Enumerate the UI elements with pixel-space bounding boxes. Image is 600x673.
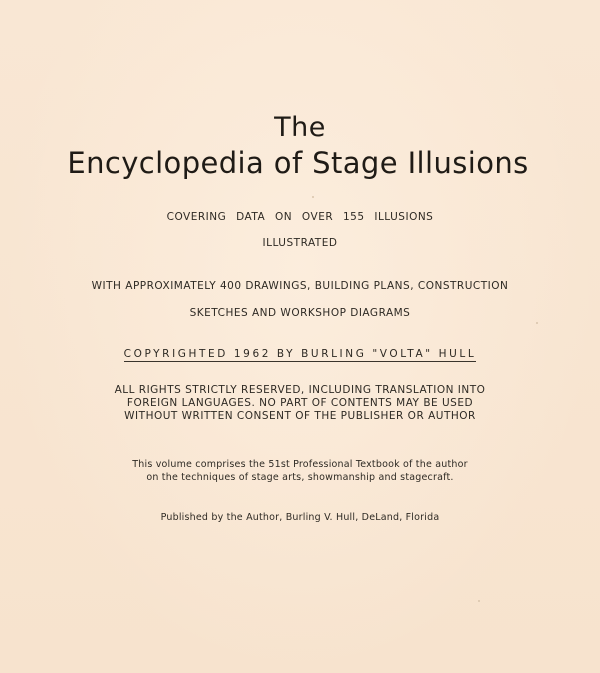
book-title: Encyclopedia of Stage Illusions bbox=[67, 146, 529, 180]
paper-speck bbox=[312, 196, 314, 198]
drawings-line-1: WITH APPROXIMATELY 400 DRAWINGS, BUILDING PLANS, CONSTRUCTION bbox=[91, 280, 509, 292]
covering-line: COVERING DATA ON OVER 155 ILLUSIONS bbox=[166, 211, 434, 223]
publisher-line: Published by the Author, Burling V. Hull, DeLand, Florida bbox=[160, 512, 440, 523]
illustrated-line: ILLUSTRATED bbox=[262, 237, 338, 249]
volume-line-2: on the techniques of stage arts, showmanship and stagecraft. bbox=[146, 472, 454, 483]
copyright-text: COPYRIGHTED 1962 BY BURLING "VOLTA" HULL bbox=[123, 348, 477, 360]
copyright-notice bbox=[0, 348, 600, 362]
rights-line-2: FOREIGN LANGUAGES. NO PART OF CONTENTS MAY BE USED bbox=[126, 397, 474, 409]
paper-speck bbox=[478, 600, 480, 602]
drawings-line-2: SKETCHES AND WORKSHOP DIAGRAMS bbox=[189, 307, 411, 319]
title-the: The bbox=[274, 112, 326, 143]
rights-line-1: ALL RIGHTS STRICTLY RESERVED, INCLUDING TRANSLATION INTO bbox=[114, 384, 486, 396]
volume-line-1: This volume comprises the 51st Professional Textbook of the author bbox=[132, 459, 468, 470]
paper-speck bbox=[536, 322, 538, 324]
rights-line-3: WITHOUT WRITTEN CONSENT OF THE PUBLISHER OR AUTHOR bbox=[124, 410, 476, 422]
